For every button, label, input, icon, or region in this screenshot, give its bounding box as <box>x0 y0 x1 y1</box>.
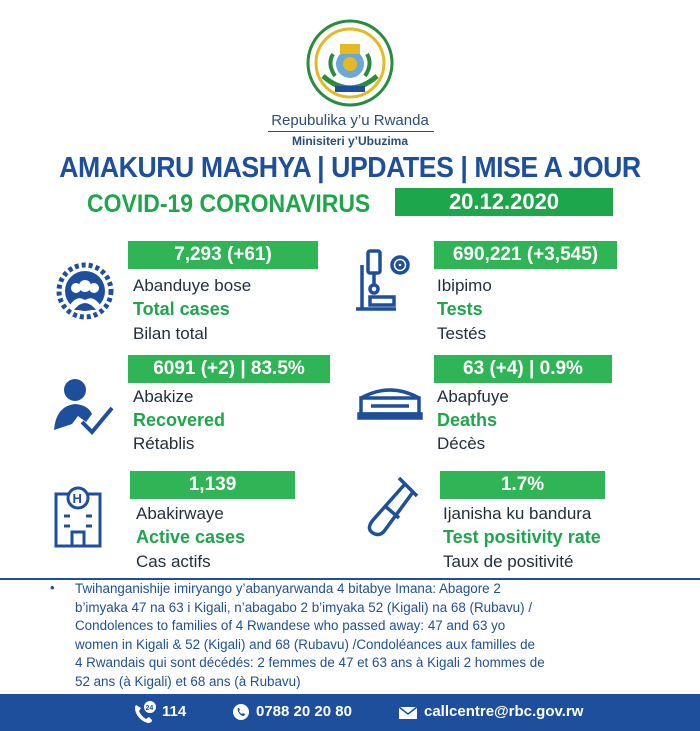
svg-text:H: H <box>72 491 82 506</box>
test-tube-icon <box>355 472 425 542</box>
tests-kin: Ibipimo <box>437 276 492 295</box>
deaths-fr: Décès <box>437 434 486 453</box>
people-virus-icon <box>50 256 120 326</box>
total-cases-value: 7,293 (+61) <box>128 241 318 269</box>
microscope-icon <box>348 245 418 315</box>
deaths-value: 63 (+4) | 0.9% <box>434 355 612 383</box>
note-bullet: • <box>50 580 55 595</box>
mail-icon <box>398 706 418 725</box>
note-line: women in Kigali & 52 (Kigali) and 68 (Rubavu) /Condoléances aux familles de <box>75 636 535 652</box>
person-check-icon <box>48 372 118 442</box>
total-cases-en: Total cases <box>133 299 230 319</box>
deaths-kin: Abapfuye <box>437 387 509 406</box>
positivity-value: 1.7% <box>440 471 605 499</box>
positivity-kin: Ijanisha ku bandura <box>443 504 592 523</box>
recovered-value: 6091 (+2) | 83.5% <box>128 355 330 383</box>
hotline-number[interactable]: 114 <box>162 703 187 720</box>
coffin-icon <box>355 372 425 442</box>
republic-name: Repubulika y’u Rwanda <box>271 112 429 129</box>
recovered-kin: Abakize <box>133 387 194 406</box>
svg-text:24: 24 <box>145 705 154 712</box>
tests-fr: Testés <box>437 324 487 343</box>
page-subtitle: COVID-19 CORONAVIRUS <box>87 190 371 218</box>
total-cases-kin: Abanduye bose <box>133 276 252 295</box>
condolence-note <box>75 580 675 691</box>
report-date: 20.12.2020 <box>395 188 613 216</box>
positivity-fr: Taux de positivité <box>443 552 574 571</box>
active-cases-kin: Abakirwaye <box>136 504 224 523</box>
active-cases-value: 1,139 <box>130 471 295 499</box>
note-line: Twihanganishije imiryango y’abanyarwanda 4 bitabye Imana: Abagore 2 <box>75 581 501 596</box>
phone-24-icon <box>132 701 158 730</box>
positivity-en: Test positivity rate <box>443 527 601 547</box>
recovered-en: Recovered <box>133 410 226 430</box>
tests-en: Tests <box>437 299 483 319</box>
active-cases-fr: Cas actifs <box>136 552 211 571</box>
whatsapp-icon <box>232 703 250 726</box>
recovered-fr: Rétablis <box>133 434 195 453</box>
rwanda-seal-logo <box>305 18 395 108</box>
tests-value: 690,221 (+3,545) <box>434 241 617 269</box>
note-line: 52 ans (à Kigali) et 68 ans (à Rubavu) <box>75 673 301 689</box>
note-line: b’imyaka 47 na 63 i Kigali, n’abagabo 2 b’imyaka 52 (Kigali) na 68 (Rubavu) / <box>75 599 533 615</box>
note-line: 4 Rwandais qui sont décédés: 2 femmes de 47 et 63 ans à Kigali 2 hommes de <box>75 655 545 670</box>
header-divider <box>268 131 434 132</box>
page-title: AMAKURU MASHYA | UPDATES | MISE A JOUR <box>59 152 641 184</box>
total-cases-fr: Bilan total <box>133 324 208 343</box>
note-line: Condolences to families of 4 Rwandese who passed away: 47 and 63 yo <box>75 618 506 633</box>
email-link[interactable]: callcentre@rbc.gov.rw <box>424 703 584 720</box>
whatsapp-number[interactable]: 0788 20 20 80 <box>256 703 352 720</box>
hospital-icon <box>48 480 118 550</box>
contact-footer <box>0 694 700 731</box>
deaths-en: Deaths <box>437 410 498 430</box>
active-cases-en: Active cases <box>136 527 246 547</box>
ministry-name: Minisiteri y’Ubuzima <box>291 134 409 148</box>
